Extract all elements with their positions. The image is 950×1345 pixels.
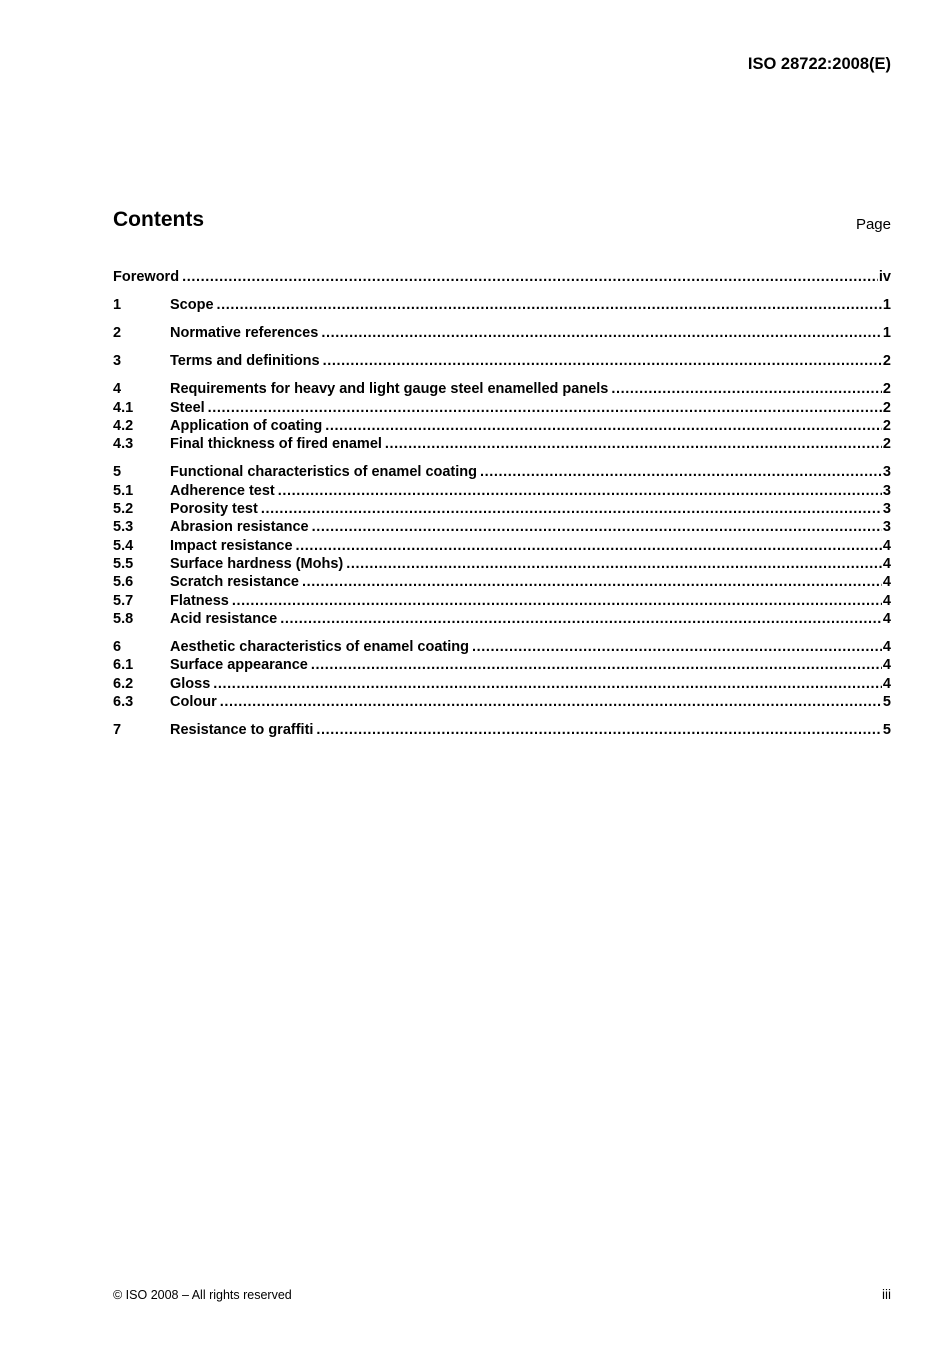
toc-entry-number: 5.5 — [113, 556, 134, 572]
toc-entry-page: 3 — [882, 519, 891, 535]
toc-entry-title: Acid resistance — [170, 611, 278, 627]
toc-entry-page: 2 — [882, 436, 891, 452]
toc-entry-number: 5.1 — [113, 483, 134, 499]
toc-entry-title: Colour — [170, 694, 217, 710]
toc-entry-title: Foreword — [113, 269, 180, 285]
toc-entry-number: 5.4 — [113, 538, 134, 554]
toc-dot-leader — [311, 656, 882, 674]
toc-dot-leader — [316, 721, 882, 739]
toc-entry-page: 4 — [882, 538, 891, 554]
toc-entry-title: Functional characteristics of enamel coating — [170, 464, 477, 480]
toc-entry-title: Resistance to graffiti — [170, 722, 314, 738]
toc-entry-page: 1 — [882, 325, 891, 341]
toc-entry-number: 3 — [113, 353, 122, 369]
toc-entry[interactable] — [113, 324, 891, 342]
toc-entry-page: 5 — [882, 694, 891, 710]
toc-entry-page: 3 — [882, 501, 891, 517]
toc-entry-page: 3 — [882, 483, 891, 499]
toc-dot-leader — [302, 573, 882, 591]
toc-entry[interactable] — [113, 675, 891, 693]
toc-entry-title: Application of coating — [170, 418, 323, 434]
toc-entry-number: 6.2 — [113, 676, 134, 692]
toc-entry[interactable] — [113, 352, 891, 370]
toc-entry-number: 6 — [113, 639, 122, 655]
toc-entry-page: 2 — [882, 353, 891, 369]
toc-entry-foreword[interactable] — [113, 268, 891, 286]
toc-entry-page: 4 — [882, 639, 891, 655]
toc-entry[interactable] — [113, 537, 891, 555]
toc-entry-number: 2 — [113, 325, 122, 341]
toc-entry[interactable] — [113, 610, 891, 628]
toc-entry-number: 5.2 — [113, 501, 134, 517]
toc-entry[interactable] — [113, 592, 891, 610]
toc-entry-page: 4 — [882, 676, 891, 692]
toc-entry[interactable] — [113, 380, 891, 398]
toc-entry-title: Steel — [170, 400, 205, 416]
footer-page-number: iii — [882, 1287, 891, 1302]
toc-dot-leader — [346, 555, 882, 573]
toc-dot-leader — [296, 537, 882, 555]
toc-entry-number: 5.3 — [113, 519, 134, 535]
document-code: ISO 28722:2008(E) — [747, 55, 891, 73]
toc-dot-leader — [261, 500, 882, 518]
toc-entry-title: Final thickness of fired enamel — [170, 436, 382, 452]
toc-dot-leader — [325, 417, 882, 435]
toc-entry-number: 4.1 — [113, 400, 134, 416]
toc-entry[interactable] — [113, 721, 891, 739]
toc-entry[interactable] — [113, 638, 891, 656]
toc-dot-leader — [312, 518, 882, 536]
contents-heading: Contents — [113, 208, 204, 231]
toc-entry[interactable] — [113, 463, 891, 481]
toc-dot-leader — [472, 638, 882, 656]
toc-entry-page: iv — [878, 269, 891, 285]
page-column-label: Page — [855, 216, 891, 233]
toc-entry-title: Terms and definitions — [170, 353, 320, 369]
toc-entry-title: Abrasion resistance — [170, 519, 309, 535]
toc-entry-title: Impact resistance — [170, 538, 293, 554]
toc-dot-leader — [213, 675, 882, 693]
toc-entry[interactable] — [113, 656, 891, 674]
toc-entry-number: 7 — [113, 722, 122, 738]
toc-entry-number: 5.6 — [113, 574, 134, 590]
toc-dot-leader — [208, 399, 882, 417]
toc-entry-number: 5.7 — [113, 593, 134, 609]
toc-entry-title: Surface hardness (Mohs) — [170, 556, 344, 572]
toc-entry-title: Porosity test — [170, 501, 258, 517]
toc-entry-page: 4 — [882, 593, 891, 609]
toc-entry-number: 1 — [113, 297, 122, 313]
toc-dot-leader — [280, 610, 882, 628]
toc-entry-page: 4 — [882, 657, 891, 673]
toc-entry-number: 4 — [113, 381, 122, 397]
toc-entry-page: 2 — [882, 418, 891, 434]
toc-entry-title: Adherence test — [170, 483, 275, 499]
toc-dot-leader — [217, 296, 882, 314]
toc-entry-title: Gloss — [170, 676, 211, 692]
toc-entry-page: 2 — [882, 400, 891, 416]
toc-dot-leader — [232, 592, 882, 610]
toc-entry-page: 2 — [882, 381, 891, 397]
toc-entry[interactable] — [113, 555, 891, 573]
footer-copyright: © ISO 2008 – All rights reserved — [113, 1288, 292, 1302]
toc-entry[interactable] — [113, 573, 891, 591]
toc-entry[interactable] — [113, 518, 891, 536]
toc-entry[interactable] — [113, 693, 891, 711]
toc-entry-page: 1 — [882, 297, 891, 313]
toc-dot-leader — [611, 380, 882, 398]
toc-entry-number: 6.3 — [113, 694, 134, 710]
toc-entry-title: Requirements for heavy and light gauge steel enamelled panels — [170, 381, 609, 397]
toc-dot-leader — [323, 352, 882, 370]
toc-entry-number: 6.1 — [113, 657, 134, 673]
toc-dot-leader — [220, 693, 882, 711]
toc-entry-title: Aesthetic characteristics of enamel coating — [170, 639, 469, 655]
toc-entry-title: Scratch resistance — [170, 574, 299, 590]
toc-entry[interactable] — [113, 399, 891, 417]
toc-entry-page: 4 — [882, 574, 891, 590]
toc-dot-leader — [385, 435, 882, 453]
toc-entry-number: 5 — [113, 464, 122, 480]
toc-entry-title: Scope — [170, 297, 214, 313]
toc-dot-leader — [321, 324, 882, 342]
toc-entry[interactable] — [113, 417, 891, 435]
toc-entry-page: 4 — [882, 556, 891, 572]
toc-entry-page: 5 — [882, 722, 891, 738]
toc-entry-number: 4.3 — [113, 436, 134, 452]
toc-entry[interactable] — [113, 482, 891, 500]
toc-dot-leader — [182, 268, 878, 286]
toc-entry-number: 4.2 — [113, 418, 134, 434]
toc-entry-number: 5.8 — [113, 611, 134, 627]
toc-entry-title: Flatness — [170, 593, 229, 609]
toc-entry-page: 4 — [882, 611, 891, 627]
toc-entry-page: 3 — [882, 464, 891, 480]
toc-entry[interactable] — [113, 435, 891, 453]
toc-entry[interactable] — [113, 500, 891, 518]
toc-dot-leader — [480, 463, 882, 481]
toc-entry-title: Surface appearance — [170, 657, 308, 673]
toc-dot-leader — [278, 482, 882, 500]
toc-entry[interactable] — [113, 296, 891, 314]
toc-entry-title: Normative references — [170, 325, 319, 341]
